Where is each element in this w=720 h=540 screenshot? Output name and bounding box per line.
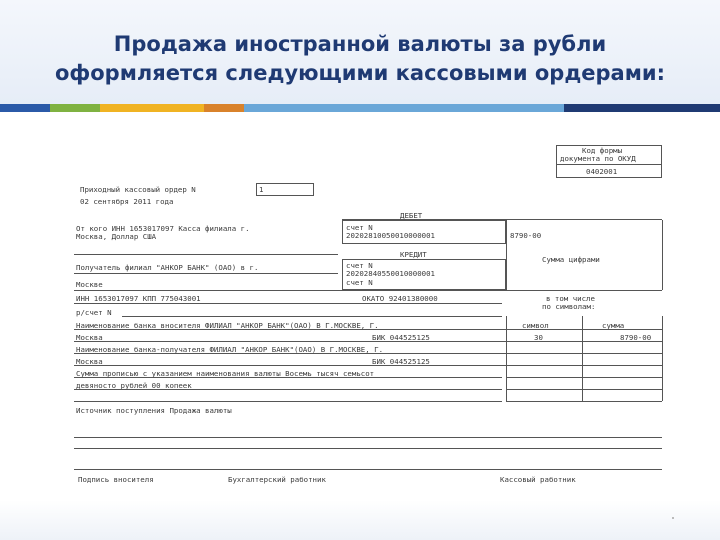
color-stripe <box>0 104 720 112</box>
slide-header <box>0 0 720 104</box>
form-code-label-2: документа по ОКУД <box>560 154 636 163</box>
bik-1: БИК 044525125 <box>372 333 430 342</box>
including-2: по символам: <box>542 302 596 311</box>
city-2: Москва <box>76 357 103 366</box>
recipient-line: Получатель филиал "АНКОР БАНК" (ОАО) в г. <box>76 263 259 272</box>
order-title: Приходный кассовый ордер N <box>80 185 196 194</box>
rs-label: р/счет N <box>76 308 112 317</box>
bik-2: БИК 044525125 <box>372 357 430 366</box>
from-line-2: Москва, Доллар США <box>76 232 157 241</box>
credit-account-label: счет N <box>346 261 373 270</box>
sum-words-1: Сумма прописью с указанием наименования валюты Восемь тысяч семьсот <box>76 369 375 378</box>
debit-label: ДЕБЕТ <box>400 211 423 220</box>
recipient-city: Москве <box>76 280 103 289</box>
footer-shade <box>0 500 720 540</box>
sign-payer: Подпись вносителя <box>78 475 154 484</box>
col-sum: сумма <box>602 321 625 330</box>
stripe-segment <box>244 104 564 112</box>
title-line-1: Продажа иностранной валюты за рубли <box>113 32 607 56</box>
debit-account-label: счет N <box>346 223 373 232</box>
city-1: Москва <box>76 333 103 342</box>
source-label: Источник поступления Продажа валюты <box>76 406 232 415</box>
order-number-box <box>256 183 314 196</box>
sum-figures-label: Сумма цифрами <box>542 255 600 264</box>
cash-receipt-order <box>72 140 664 490</box>
sign-accountant: Бухгалтерский работник <box>228 475 326 484</box>
recipient-bank: Наименование банка-получателя ФИЛИАЛ "АНКОР БАНК"(ОАО) В Г.МОСКВЕ, Г. <box>76 345 384 354</box>
title-line-2: оформляется следующими кассовыми ордерами: <box>54 61 666 85</box>
stripe-segment <box>0 104 50 112</box>
okato: ОКАТО 92401380000 <box>362 294 438 303</box>
stripe-segment <box>50 104 100 112</box>
payer-bank: Наименование банка вносителя ФИЛИАЛ "АНКОР БАНК"(ОАО) В Г.МОСКВЕ, Г. <box>76 321 379 330</box>
from-line-1: От кого ИНН 1653017097 Касса филиала г. <box>76 224 250 233</box>
col-symbol: символ <box>522 321 549 330</box>
form-code: 0402001 <box>586 167 618 176</box>
debit-amount: 8790-00 <box>510 231 542 240</box>
stripe-segment <box>100 104 204 112</box>
order-date: 02 сентября 2011 года <box>80 197 174 206</box>
stripe-segment <box>564 104 720 112</box>
inn-kpp: ИНН 1653017097 КПП 775043001 <box>76 294 201 303</box>
stripe-segment <box>204 104 244 112</box>
page-marker <box>672 517 674 519</box>
including-1: в том числе <box>546 294 595 303</box>
sign-cashier: Кассовый работник <box>500 475 576 484</box>
symbol-value: 30 <box>534 333 543 342</box>
sum-words-2: девяносто рублей 00 копеек <box>76 381 192 390</box>
credit-account-label-2: счет N <box>346 278 373 287</box>
credit-label: КРЕДИТ <box>400 250 427 259</box>
credit-account: 20202840550010000001 <box>346 269 435 278</box>
order-number: 1 <box>259 185 264 194</box>
slide-title <box>0 30 720 88</box>
form-code-label-1: Код формы <box>582 146 623 155</box>
symbol-sum: 8790-00 <box>620 333 652 342</box>
debit-account: 20202810050010000001 <box>346 231 435 240</box>
